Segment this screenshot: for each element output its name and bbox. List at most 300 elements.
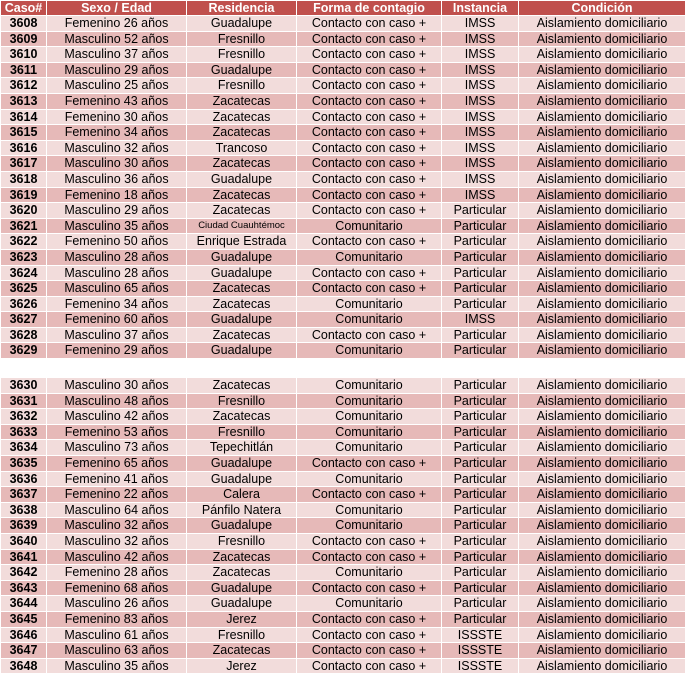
cell-caso: 3610 xyxy=(1,47,47,63)
cell-condicion: Aislamiento domiciliario xyxy=(519,140,685,156)
table-row xyxy=(1,327,685,343)
cell-sexo-edad: Masculino 29 años xyxy=(47,203,187,219)
table-row xyxy=(1,627,685,643)
cell-instancia: Particular xyxy=(442,471,519,487)
table-row xyxy=(1,62,685,78)
cell-residencia: Fresnillo xyxy=(187,393,297,409)
cell-instancia: Particular xyxy=(442,296,519,312)
cell-forma-contagio: Comunitario xyxy=(297,502,442,518)
cell-condicion: Aislamiento domiciliario xyxy=(519,580,685,596)
table-row xyxy=(1,611,685,627)
cell-condicion: Aislamiento domiciliario xyxy=(519,611,685,627)
cell-residencia: Guadalupe xyxy=(187,580,297,596)
cell-sexo-edad: Femenino 83 años xyxy=(47,611,187,627)
cell-forma-contagio: Contacto con caso + xyxy=(297,549,442,565)
cell-condicion: Aislamiento domiciliario xyxy=(519,312,685,328)
cell-instancia: Particular xyxy=(442,502,519,518)
cell-sexo-edad: Masculino 37 años xyxy=(47,327,187,343)
table-row xyxy=(1,265,685,281)
cell-sexo-edad: Masculino 52 años xyxy=(47,31,187,47)
table-row xyxy=(1,140,685,156)
cell-forma-contagio: Comunitario xyxy=(297,409,442,425)
table-row xyxy=(1,440,685,456)
header-residencia: Residencia xyxy=(187,1,297,16)
table-row xyxy=(1,534,685,550)
cell-condicion: Aislamiento domiciliario xyxy=(519,93,685,109)
cell-sexo-edad: Masculino 61 años xyxy=(47,627,187,643)
cell-caso: 3640 xyxy=(1,534,47,550)
cell-residencia: Zacatecas xyxy=(187,93,297,109)
cell-instancia: Particular xyxy=(442,456,519,472)
cell-instancia: ISSSTE xyxy=(442,658,519,674)
cell-condicion: Aislamiento domiciliario xyxy=(519,409,685,425)
cell-forma-contagio: Comunitario xyxy=(297,393,442,409)
cell-sexo-edad: Masculino 30 años xyxy=(47,378,187,394)
cell-caso: 3632 xyxy=(1,409,47,425)
cell-caso: 3629 xyxy=(1,343,47,359)
cell-sexo-edad: Masculino 42 años xyxy=(47,409,187,425)
cell-condicion: Aislamiento domiciliario xyxy=(519,234,685,250)
cell-instancia: Particular xyxy=(442,440,519,456)
cell-residencia: Zacatecas xyxy=(187,187,297,203)
table-row xyxy=(1,234,685,250)
table-row xyxy=(1,125,685,141)
table-body xyxy=(1,16,685,674)
table-row xyxy=(1,78,685,94)
cell-condicion: Aislamiento domiciliario xyxy=(519,502,685,518)
cell-residencia: Zacatecas xyxy=(187,203,297,219)
cell-residencia: Trancoso xyxy=(187,140,297,156)
cell-residencia: Zacatecas xyxy=(187,125,297,141)
cell-residencia: Zacatecas xyxy=(187,109,297,125)
cell-caso: 3620 xyxy=(1,203,47,219)
header-sexo-edad: Sexo / Edad xyxy=(47,1,187,16)
cell-instancia: Particular xyxy=(442,281,519,297)
table-row xyxy=(1,393,685,409)
cell-sexo-edad: Femenino 50 años xyxy=(47,234,187,250)
spacer-cell xyxy=(1,359,47,378)
cell-caso: 3645 xyxy=(1,611,47,627)
cell-instancia: Particular xyxy=(442,218,519,234)
cell-condicion: Aislamiento domiciliario xyxy=(519,327,685,343)
header-instancia: Instancia xyxy=(442,1,519,16)
cell-sexo-edad: Femenino 18 años xyxy=(47,187,187,203)
cell-residencia: Zacatecas xyxy=(187,378,297,394)
cell-caso: 3642 xyxy=(1,565,47,581)
cell-instancia: Particular xyxy=(442,234,519,250)
cell-residencia: Zacatecas xyxy=(187,549,297,565)
cell-sexo-edad: Femenino 34 años xyxy=(47,296,187,312)
cell-instancia: IMSS xyxy=(442,16,519,32)
cell-forma-contagio: Contacto con caso + xyxy=(297,643,442,659)
cell-sexo-edad: Masculino 36 años xyxy=(47,171,187,187)
cell-sexo-edad: Femenino 34 años xyxy=(47,125,187,141)
cell-sexo-edad: Masculino 63 años xyxy=(47,643,187,659)
table-row xyxy=(1,281,685,297)
cell-caso: 3638 xyxy=(1,502,47,518)
cell-instancia: Particular xyxy=(442,518,519,534)
cell-sexo-edad: Femenino 26 años xyxy=(47,16,187,32)
table-row xyxy=(1,312,685,328)
spacer-row xyxy=(1,359,685,378)
cell-residencia: Guadalupe xyxy=(187,456,297,472)
cell-sexo-edad: Femenino 30 años xyxy=(47,109,187,125)
cell-condicion: Aislamiento domiciliario xyxy=(519,47,685,63)
cell-forma-contagio: Contacto con caso + xyxy=(297,47,442,63)
cell-instancia: Particular xyxy=(442,487,519,503)
cell-condicion: Aislamiento domiciliario xyxy=(519,187,685,203)
table-row xyxy=(1,565,685,581)
table-row xyxy=(1,249,685,265)
table-row xyxy=(1,218,685,234)
cell-forma-contagio: Contacto con caso + xyxy=(297,125,442,141)
table-row xyxy=(1,93,685,109)
cell-caso: 3616 xyxy=(1,140,47,156)
cell-instancia: Particular xyxy=(442,265,519,281)
cell-instancia: Particular xyxy=(442,249,519,265)
cell-sexo-edad: Femenino 53 años xyxy=(47,424,187,440)
cell-condicion: Aislamiento domiciliario xyxy=(519,456,685,472)
cell-condicion: Aislamiento domiciliario xyxy=(519,16,685,32)
cell-instancia: Particular xyxy=(442,596,519,612)
cell-sexo-edad: Femenino 29 años xyxy=(47,343,187,359)
cell-instancia: IMSS xyxy=(442,31,519,47)
cell-residencia: Zacatecas xyxy=(187,643,297,659)
cell-instancia: Particular xyxy=(442,327,519,343)
cell-caso: 3617 xyxy=(1,156,47,172)
cell-condicion: Aislamiento domiciliario xyxy=(519,393,685,409)
cell-sexo-edad: Masculino 30 años xyxy=(47,156,187,172)
cell-sexo-edad: Masculino 42 años xyxy=(47,549,187,565)
cell-forma-contagio: Comunitario xyxy=(297,312,442,328)
table-row xyxy=(1,471,685,487)
cell-sexo-edad: Masculino 32 años xyxy=(47,534,187,550)
cell-caso: 3646 xyxy=(1,627,47,643)
cell-caso: 3618 xyxy=(1,171,47,187)
cell-sexo-edad: Masculino 29 años xyxy=(47,62,187,78)
cell-sexo-edad: Masculino 25 años xyxy=(47,78,187,94)
cell-condicion: Aislamiento domiciliario xyxy=(519,218,685,234)
cell-instancia: Particular xyxy=(442,549,519,565)
cell-residencia: Guadalupe xyxy=(187,312,297,328)
cell-forma-contagio: Comunitario xyxy=(297,440,442,456)
table-row xyxy=(1,187,685,203)
cell-residencia: Guadalupe xyxy=(187,518,297,534)
cell-sexo-edad: Masculino 64 años xyxy=(47,502,187,518)
cell-residencia: Zacatecas xyxy=(187,296,297,312)
cell-residencia: Fresnillo xyxy=(187,47,297,63)
cell-forma-contagio: Contacto con caso + xyxy=(297,534,442,550)
header-caso: Caso# xyxy=(1,1,47,16)
cell-sexo-edad: Masculino 28 años xyxy=(47,265,187,281)
spacer-cell xyxy=(442,359,519,378)
cell-caso: 3611 xyxy=(1,62,47,78)
cell-forma-contagio: Contacto con caso + xyxy=(297,16,442,32)
cell-caso: 3613 xyxy=(1,93,47,109)
table-row xyxy=(1,296,685,312)
cell-instancia: Particular xyxy=(442,534,519,550)
cell-condicion: Aislamiento domiciliario xyxy=(519,343,685,359)
cell-caso: 3648 xyxy=(1,658,47,674)
cell-caso: 3636 xyxy=(1,471,47,487)
cell-caso: 3630 xyxy=(1,378,47,394)
table-row xyxy=(1,643,685,659)
cell-condicion: Aislamiento domiciliario xyxy=(519,549,685,565)
header-condicion: Condición xyxy=(519,1,685,16)
cell-residencia: Guadalupe xyxy=(187,249,297,265)
cell-caso: 3615 xyxy=(1,125,47,141)
cell-caso: 3634 xyxy=(1,440,47,456)
table-row xyxy=(1,502,685,518)
cell-forma-contagio: Contacto con caso + xyxy=(297,78,442,94)
table-row xyxy=(1,424,685,440)
header-forma-contagio: Forma de contagio xyxy=(297,1,442,16)
cell-residencia: Zacatecas xyxy=(187,565,297,581)
cell-forma-contagio: Comunitario xyxy=(297,249,442,265)
cell-caso: 3633 xyxy=(1,424,47,440)
table-row xyxy=(1,156,685,172)
table-row xyxy=(1,47,685,63)
cell-caso: 3622 xyxy=(1,234,47,250)
cell-forma-contagio: Comunitario xyxy=(297,343,442,359)
cell-residencia: Guadalupe xyxy=(187,16,297,32)
cell-residencia: Zacatecas xyxy=(187,327,297,343)
cell-forma-contagio: Contacto con caso + xyxy=(297,281,442,297)
cell-condicion: Aislamiento domiciliario xyxy=(519,62,685,78)
cell-sexo-edad: Masculino 32 años xyxy=(47,140,187,156)
cell-caso: 3631 xyxy=(1,393,47,409)
cell-forma-contagio: Comunitario xyxy=(297,218,442,234)
cell-forma-contagio: Contacto con caso + xyxy=(297,456,442,472)
cell-condicion: Aislamiento domiciliario xyxy=(519,281,685,297)
cell-forma-contagio: Comunitario xyxy=(297,296,442,312)
cell-forma-contagio: Contacto con caso + xyxy=(297,62,442,78)
spacer-cell xyxy=(187,359,297,378)
cell-instancia: IMSS xyxy=(442,125,519,141)
cell-instancia: IMSS xyxy=(442,156,519,172)
cell-condicion: Aislamiento domiciliario xyxy=(519,565,685,581)
table-row xyxy=(1,31,685,47)
cell-sexo-edad: Masculino 65 años xyxy=(47,281,187,297)
cell-sexo-edad: Masculino 35 años xyxy=(47,658,187,674)
cell-condicion: Aislamiento domiciliario xyxy=(519,487,685,503)
cell-instancia: Particular xyxy=(442,611,519,627)
cell-residencia: Guadalupe xyxy=(187,596,297,612)
spacer-cell xyxy=(519,359,685,378)
cell-sexo-edad: Femenino 41 años xyxy=(47,471,187,487)
cell-residencia: Fresnillo xyxy=(187,424,297,440)
cell-residencia: Guadalupe xyxy=(187,471,297,487)
cell-condicion: Aislamiento domiciliario xyxy=(519,627,685,643)
cell-sexo-edad: Femenino 43 años xyxy=(47,93,187,109)
table-row xyxy=(1,487,685,503)
cell-residencia: Tepechitlán xyxy=(187,440,297,456)
cell-sexo-edad: Masculino 32 años xyxy=(47,518,187,534)
cell-condicion: Aislamiento domiciliario xyxy=(519,518,685,534)
cell-caso: 3637 xyxy=(1,487,47,503)
table-row xyxy=(1,203,685,219)
cell-instancia: Particular xyxy=(442,393,519,409)
cell-forma-contagio: Comunitario xyxy=(297,471,442,487)
cell-condicion: Aislamiento domiciliario xyxy=(519,658,685,674)
cell-caso: 3644 xyxy=(1,596,47,612)
cell-instancia: Particular xyxy=(442,424,519,440)
cell-condicion: Aislamiento domiciliario xyxy=(519,265,685,281)
cell-instancia: IMSS xyxy=(442,47,519,63)
cell-instancia: IMSS xyxy=(442,93,519,109)
cell-caso: 3639 xyxy=(1,518,47,534)
cell-condicion: Aislamiento domiciliario xyxy=(519,203,685,219)
cell-condicion: Aislamiento domiciliario xyxy=(519,171,685,187)
cell-instancia: IMSS xyxy=(442,171,519,187)
cell-forma-contagio: Comunitario xyxy=(297,565,442,581)
cell-forma-contagio: Comunitario xyxy=(297,596,442,612)
cell-instancia: IMSS xyxy=(442,78,519,94)
cell-instancia: IMSS xyxy=(442,109,519,125)
cell-sexo-edad: Femenino 65 años xyxy=(47,456,187,472)
cell-sexo-edad: Masculino 28 años xyxy=(47,249,187,265)
table-row xyxy=(1,409,685,425)
table-row xyxy=(1,16,685,32)
cell-forma-contagio: Contacto con caso + xyxy=(297,140,442,156)
cell-condicion: Aislamiento domiciliario xyxy=(519,31,685,47)
cell-forma-contagio: Contacto con caso + xyxy=(297,611,442,627)
spacer-cell xyxy=(47,359,187,378)
cell-sexo-edad: Masculino 73 años xyxy=(47,440,187,456)
cell-instancia: Particular xyxy=(442,203,519,219)
cell-condicion: Aislamiento domiciliario xyxy=(519,156,685,172)
cell-forma-contagio: Contacto con caso + xyxy=(297,265,442,281)
header-row xyxy=(1,1,685,16)
cell-forma-contagio: Contacto con caso + xyxy=(297,187,442,203)
cell-caso: 3609 xyxy=(1,31,47,47)
cell-caso: 3628 xyxy=(1,327,47,343)
cell-forma-contagio: Contacto con caso + xyxy=(297,327,442,343)
cell-caso: 3626 xyxy=(1,296,47,312)
cell-condicion: Aislamiento domiciliario xyxy=(519,424,685,440)
cell-residencia: Zacatecas xyxy=(187,281,297,297)
cell-caso: 3621 xyxy=(1,218,47,234)
cell-residencia: Fresnillo xyxy=(187,627,297,643)
cell-condicion: Aislamiento domiciliario xyxy=(519,596,685,612)
cell-instancia: IMSS xyxy=(442,187,519,203)
cell-forma-contagio: Contacto con caso + xyxy=(297,156,442,172)
table-row xyxy=(1,378,685,394)
cell-condicion: Aislamiento domiciliario xyxy=(519,440,685,456)
cell-caso: 3643 xyxy=(1,580,47,596)
cell-forma-contagio: Contacto con caso + xyxy=(297,171,442,187)
cell-sexo-edad: Femenino 60 años xyxy=(47,312,187,328)
cell-caso: 3627 xyxy=(1,312,47,328)
table-row xyxy=(1,596,685,612)
cell-condicion: Aislamiento domiciliario xyxy=(519,125,685,141)
cell-condicion: Aislamiento domiciliario xyxy=(519,109,685,125)
cell-residencia: Guadalupe xyxy=(187,265,297,281)
cell-instancia: Particular xyxy=(442,565,519,581)
cell-residencia: Fresnillo xyxy=(187,534,297,550)
cell-forma-contagio: Comunitario xyxy=(297,378,442,394)
cell-instancia: IMSS xyxy=(442,62,519,78)
spacer-cell xyxy=(297,359,442,378)
cell-caso: 3647 xyxy=(1,643,47,659)
cell-condicion: Aislamiento domiciliario xyxy=(519,471,685,487)
cell-residencia: Calera xyxy=(187,487,297,503)
cell-forma-contagio: Contacto con caso + xyxy=(297,234,442,250)
cell-residencia: Fresnillo xyxy=(187,31,297,47)
cell-residencia: Zacatecas xyxy=(187,409,297,425)
cell-instancia: Particular xyxy=(442,409,519,425)
cell-forma-contagio: Contacto con caso + xyxy=(297,627,442,643)
cell-forma-contagio: Comunitario xyxy=(297,424,442,440)
cell-caso: 3612 xyxy=(1,78,47,94)
cell-forma-contagio: Contacto con caso + xyxy=(297,109,442,125)
cell-forma-contagio: Contacto con caso + xyxy=(297,658,442,674)
cell-condicion: Aislamiento domiciliario xyxy=(519,534,685,550)
cell-residencia: Pánfilo Natera xyxy=(187,502,297,518)
cell-residencia: Enrique Estrada xyxy=(187,234,297,250)
cell-forma-contagio: Contacto con caso + xyxy=(297,31,442,47)
cell-caso: 3614 xyxy=(1,109,47,125)
cell-instancia: Particular xyxy=(442,580,519,596)
cell-sexo-edad: Femenino 28 años xyxy=(47,565,187,581)
table-row xyxy=(1,456,685,472)
cell-instancia: ISSSTE xyxy=(442,643,519,659)
cell-instancia: Particular xyxy=(442,378,519,394)
table-row xyxy=(1,343,685,359)
cell-caso: 3624 xyxy=(1,265,47,281)
cell-condicion: Aislamiento domiciliario xyxy=(519,296,685,312)
cell-forma-contagio: Contacto con caso + xyxy=(297,93,442,109)
cell-condicion: Aislamiento domiciliario xyxy=(519,378,685,394)
table-row xyxy=(1,580,685,596)
cell-sexo-edad: Femenino 68 años xyxy=(47,580,187,596)
cell-caso: 3635 xyxy=(1,456,47,472)
cell-sexo-edad: Masculino 26 años xyxy=(47,596,187,612)
cell-residencia: Ciudad Cuauhtémoc xyxy=(187,218,297,234)
cell-residencia: Fresnillo xyxy=(187,78,297,94)
cell-sexo-edad: Masculino 48 años xyxy=(47,393,187,409)
cell-instancia: ISSSTE xyxy=(442,627,519,643)
table-row xyxy=(1,171,685,187)
cell-instancia: IMSS xyxy=(442,312,519,328)
cell-forma-contagio: Contacto con caso + xyxy=(297,580,442,596)
cell-sexo-edad: Femenino 22 años xyxy=(47,487,187,503)
cell-residencia: Guadalupe xyxy=(187,343,297,359)
table-row xyxy=(1,518,685,534)
cell-residencia: Jerez xyxy=(187,658,297,674)
cell-residencia: Zacatecas xyxy=(187,156,297,172)
cell-caso: 3625 xyxy=(1,281,47,297)
cell-caso: 3619 xyxy=(1,187,47,203)
cell-condicion: Aislamiento domiciliario xyxy=(519,249,685,265)
cell-residencia: Jerez xyxy=(187,611,297,627)
cell-residencia: Guadalupe xyxy=(187,171,297,187)
cell-instancia: IMSS xyxy=(442,140,519,156)
table-row xyxy=(1,658,685,674)
cell-sexo-edad: Masculino 35 años xyxy=(47,218,187,234)
cell-residencia: Guadalupe xyxy=(187,62,297,78)
table-row xyxy=(1,109,685,125)
table-row xyxy=(1,549,685,565)
cell-caso: 3641 xyxy=(1,549,47,565)
cell-instancia: Particular xyxy=(442,343,519,359)
cell-condicion: Aislamiento domiciliario xyxy=(519,78,685,94)
cell-forma-contagio: Comunitario xyxy=(297,518,442,534)
cell-forma-contagio: Contacto con caso + xyxy=(297,203,442,219)
cell-caso: 3608 xyxy=(1,16,47,32)
cell-condicion: Aislamiento domiciliario xyxy=(519,643,685,659)
cell-caso: 3623 xyxy=(1,249,47,265)
